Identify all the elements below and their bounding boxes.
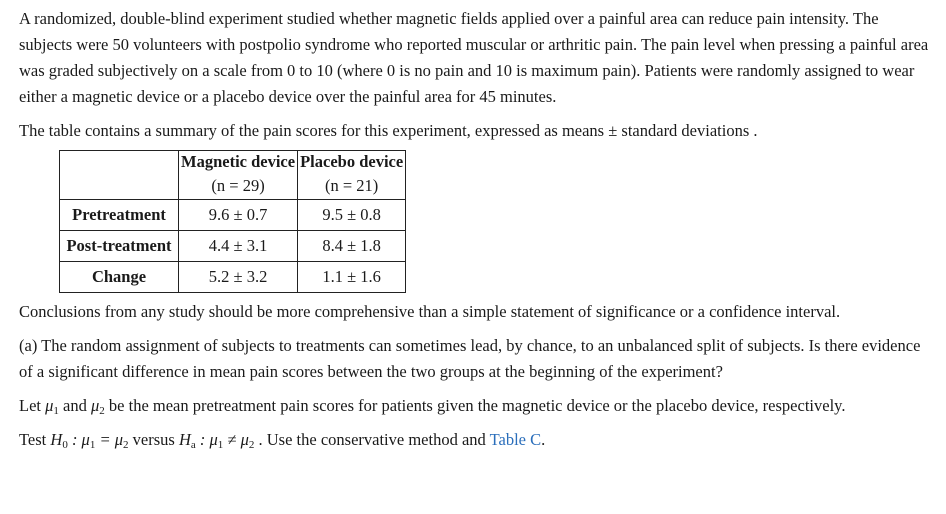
table-row [60, 262, 406, 293]
table-caption: The table contains a summary of the pain scores for this experiment, expressed as means ± standard deviations . [19, 121, 758, 140]
part-a-question: (a) The random assignment of subjects to treatments can sometimes lead, by chance, to an unbalanced split of subjects. Is there evidence of a significant difference in mean pain scores between the two groups at the beginning of the experiment? [19, 336, 921, 381]
row-header: Pretreatment [60, 200, 179, 231]
intro-paragraph: A randomized, double-blind experiment studied whether magnetic fields applied over a painful area can reduce pain intensity. The subjects were 50 volunteers with postpolio syndrome who reported muscular or arthritic pain. The pain level when pressing a painful area was graded subjectively on a scale from 0 to 10 (where 0 is no pain and 10 is maximum pain). Patients were randomly assigned to wear either a magnetic device or a placebo device over the painful area for 45 minutes. [19, 9, 929, 106]
table-row [60, 231, 406, 262]
table-row [60, 200, 406, 231]
let-statement: Let $\mu_1$ and $\mu_2$ be the mean pretreatment pain scores for patients given the magnetic device or the placebo device, respectively. [19, 396, 846, 417]
pain-scores-table-wrapper [59, 150, 930, 293]
table-cell: 9.5 ± 0.8 [298, 200, 406, 231]
table-cell: 8.4 ± 1.8 [298, 231, 406, 262]
table-corner-cell [60, 151, 179, 200]
table-cell: 5.2 ± 3.2 [179, 262, 298, 293]
column-header-label: Placebo device [300, 152, 404, 171]
mu1-symbol: $\mu_1$ [45, 396, 59, 417]
table-header-row [60, 151, 406, 200]
column-header-magnetic [179, 151, 298, 200]
mu2-symbol: $\mu_2$ [91, 396, 105, 417]
table-cell: 1.1 ± 1.6 [298, 262, 406, 293]
table-cell: 9.6 ± 0.7 [179, 200, 298, 231]
null-hypothesis: $H_0$ : $\mu_1 = \mu_2$ [50, 430, 129, 451]
column-header-n: (n = 29) [211, 176, 265, 195]
column-header-n: (n = 21) [324, 176, 379, 195]
conclusion-paragraph: Conclusions from any study should be more comprehensive than a simple statement of significance or a confidence interval. [19, 302, 841, 321]
row-header: Change [60, 262, 179, 293]
column-header-placebo [298, 151, 406, 200]
row-header: Post-treatment [60, 231, 179, 262]
table-cell: 4.4 ± 3.1 [179, 231, 298, 262]
alternative-hypothesis: $H_a$ : $\mu_1 \ne \mu_2$ [178, 430, 255, 451]
table-c-link[interactable]: Table C [489, 430, 542, 449]
hypothesis-statement: Test $H_0$ : $\mu_1 = \mu_2$ versus $H_a$ : $\mu_1 \ne \mu_2$ . Use the conservative method and Table C. [19, 430, 546, 451]
column-header-label: Magnetic device [181, 152, 296, 171]
pain-scores-table [59, 150, 406, 293]
